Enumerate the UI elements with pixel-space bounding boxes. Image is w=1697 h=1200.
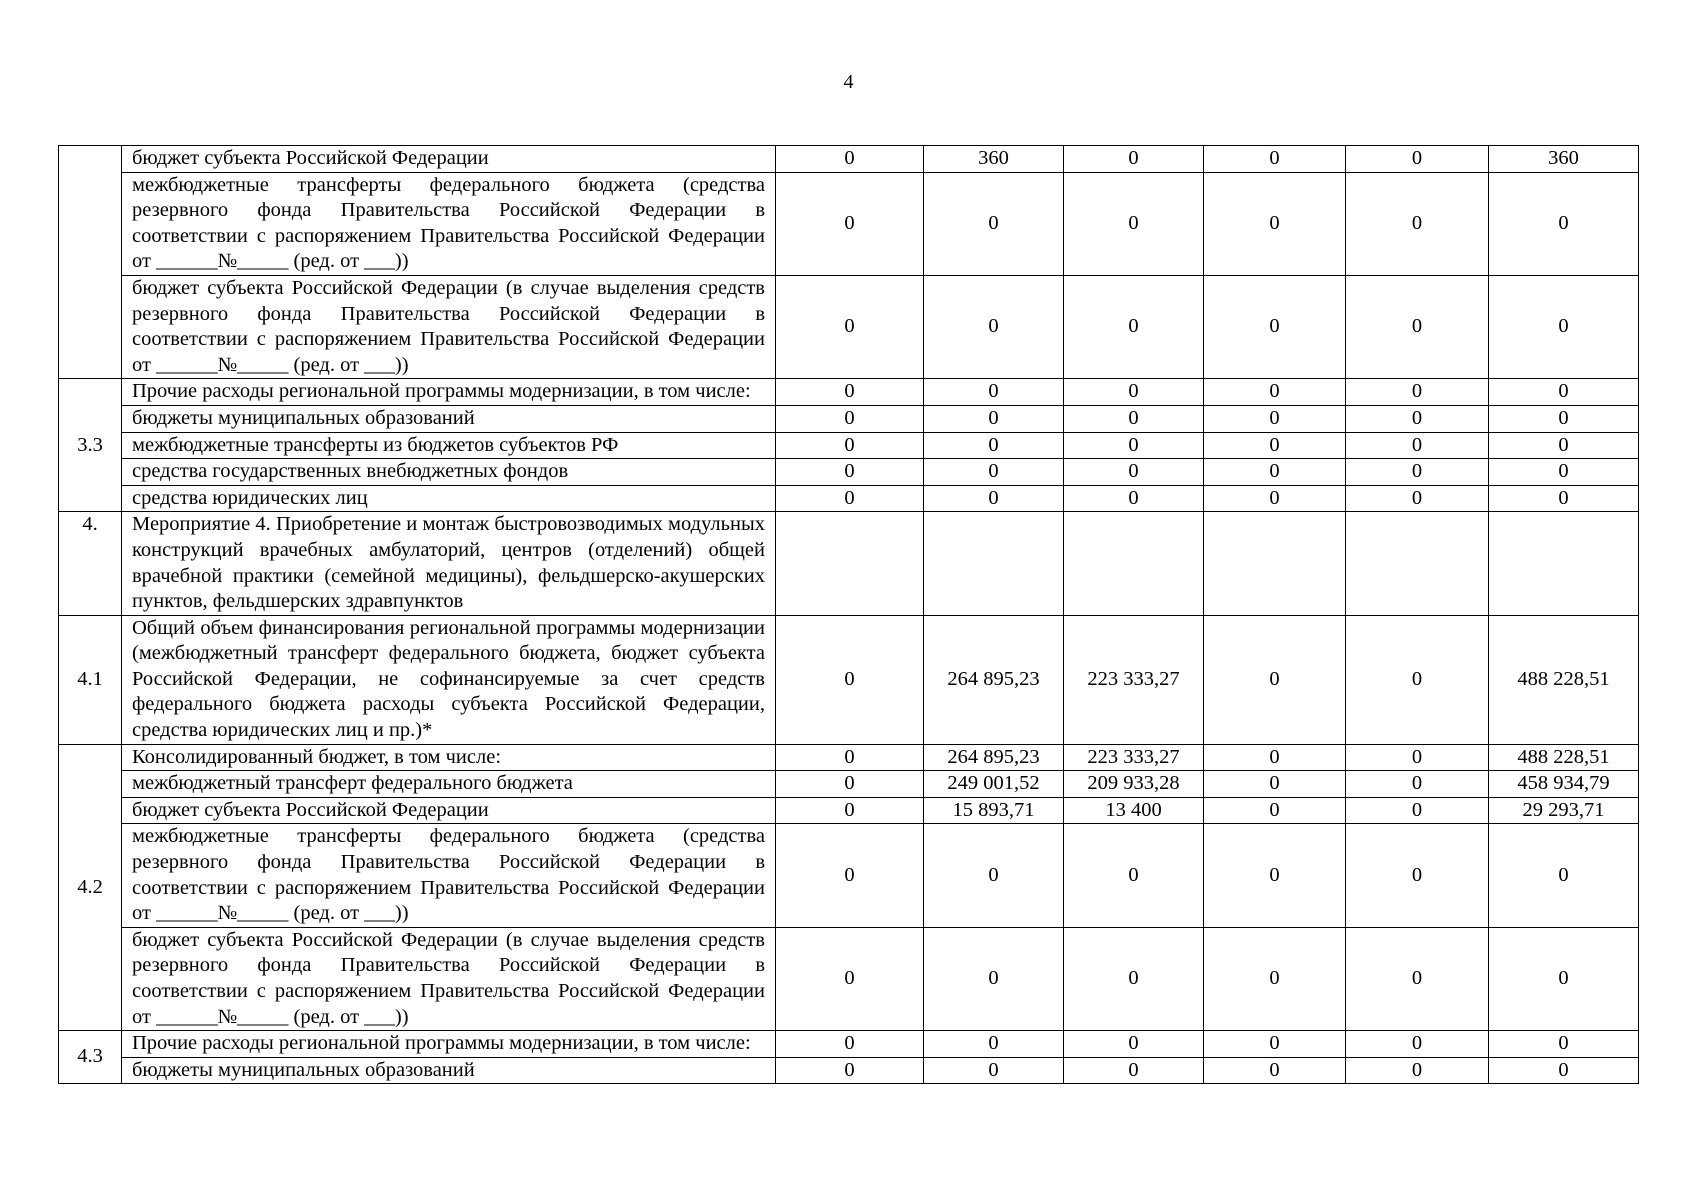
row-description: Прочие расходы региональной программы модернизации, в том числе: <box>122 379 776 406</box>
table-row <box>59 1057 1639 1084</box>
value-cell: 0 <box>776 405 924 432</box>
value-cell: 0 <box>924 379 1064 406</box>
value-cell: 0 <box>1204 1031 1346 1058</box>
table-row <box>59 432 1639 459</box>
value-cell: 0 <box>776 275 924 378</box>
row-description: Прочие расходы региональной программы модернизации, в том числе: <box>122 1031 776 1058</box>
row-description: бюджет субъекта Российской Федерации <box>122 146 776 173</box>
value-cell: 0 <box>1204 275 1346 378</box>
budget-table <box>58 145 1639 1084</box>
table-row <box>59 512 1639 615</box>
value-cell: 264 895,23 <box>924 744 1064 771</box>
value-cell: 0 <box>1489 824 1639 927</box>
value-cell: 0 <box>1064 432 1204 459</box>
value-cell <box>1204 512 1346 615</box>
value-cell: 0 <box>1346 172 1489 275</box>
table-row <box>59 744 1639 771</box>
value-cell: 264 895,23 <box>924 615 1064 744</box>
value-cell: 0 <box>924 1057 1064 1084</box>
value-cell: 0 <box>776 485 924 512</box>
value-cell: 209 933,28 <box>1064 771 1204 798</box>
table-row <box>59 405 1639 432</box>
value-cell: 249 001,52 <box>924 771 1064 798</box>
row-number-cell: 4.2 <box>59 744 122 1031</box>
value-cell: 0 <box>1064 172 1204 275</box>
value-cell: 0 <box>776 1031 924 1058</box>
value-cell: 0 <box>1489 172 1639 275</box>
value-cell: 0 <box>1204 172 1346 275</box>
row-number-cell: 3.3 <box>59 379 122 512</box>
value-cell: 0 <box>1064 146 1204 173</box>
value-cell: 223 333,27 <box>1064 744 1204 771</box>
value-cell: 0 <box>1489 379 1639 406</box>
value-cell: 0 <box>1489 485 1639 512</box>
row-description: Консолидированный бюджет, в том числе: <box>122 744 776 771</box>
table-row <box>59 615 1639 744</box>
table-row <box>59 275 1639 378</box>
row-description: средства государственных внебюджетных фондов <box>122 459 776 486</box>
value-cell: 0 <box>1489 1031 1639 1058</box>
value-cell: 0 <box>1204 1057 1346 1084</box>
row-description: средства юридических лиц <box>122 485 776 512</box>
value-cell: 0 <box>924 927 1064 1030</box>
value-cell: 0 <box>776 432 924 459</box>
value-cell: 0 <box>776 172 924 275</box>
value-cell: 0 <box>1204 824 1346 927</box>
value-cell: 0 <box>1489 432 1639 459</box>
table-row <box>59 927 1639 1030</box>
value-cell: 0 <box>1204 771 1346 798</box>
value-cell: 360 <box>924 146 1064 173</box>
value-cell: 0 <box>776 379 924 406</box>
value-cell: 29 293,71 <box>1489 797 1639 824</box>
value-cell: 0 <box>1346 1031 1489 1058</box>
value-cell: 15 893,71 <box>924 797 1064 824</box>
value-cell: 0 <box>1346 485 1489 512</box>
value-cell: 0 <box>1489 405 1639 432</box>
table-row <box>59 797 1639 824</box>
row-description: бюджет субъекта Российской Федерации (в случае выделения средств резервного фонда Правительства Российской Федерации в соответствии с распоряжением Правительства Российской Федерации от ______№_____ (ред. от ___)) <box>122 275 776 378</box>
value-cell <box>1346 512 1489 615</box>
value-cell: 0 <box>776 927 924 1030</box>
value-cell: 0 <box>924 172 1064 275</box>
value-cell: 458 934,79 <box>1489 771 1639 798</box>
value-cell: 223 333,27 <box>1064 615 1204 744</box>
value-cell: 0 <box>1204 615 1346 744</box>
value-cell: 0 <box>1064 1057 1204 1084</box>
value-cell: 0 <box>776 771 924 798</box>
table-row <box>59 485 1639 512</box>
row-number-cell: 4.1 <box>59 615 122 744</box>
value-cell: 0 <box>776 146 924 173</box>
value-cell: 0 <box>1064 824 1204 927</box>
value-cell: 0 <box>1346 824 1489 927</box>
value-cell <box>1064 512 1204 615</box>
value-cell: 0 <box>1064 485 1204 512</box>
value-cell: 0 <box>1346 1057 1489 1084</box>
value-cell: 0 <box>924 275 1064 378</box>
value-cell: 0 <box>1064 379 1204 406</box>
value-cell: 0 <box>1346 927 1489 1030</box>
value-cell: 0 <box>776 797 924 824</box>
value-cell: 360 <box>1489 146 1639 173</box>
row-description: бюджеты муниципальных образований <box>122 1057 776 1084</box>
value-cell: 0 <box>1204 927 1346 1030</box>
value-cell: 13 400 <box>1064 797 1204 824</box>
value-cell: 0 <box>1064 927 1204 1030</box>
value-cell: 0 <box>1204 459 1346 486</box>
row-description: межбюджетные трансферты федерального бюджета (средства резервного фонда Правительства Российской Федерации в соответствии с распоряжением Правительства Российской Федерации от ______№_____ (ред. от ___)) <box>122 824 776 927</box>
value-cell: 0 <box>924 459 1064 486</box>
row-number-cell <box>59 146 122 379</box>
value-cell: 0 <box>1489 459 1639 486</box>
table-row <box>59 459 1639 486</box>
row-description: Общий объем финансирования региональной программы модернизации (межбюджетный трансферт федерального бюджета, бюджет субъекта Российской Федерации, не софинансируемые за счет средств федерального бюджета расходы субъекта Российской Федерации, средства юридических лиц и пр.)* <box>122 615 776 744</box>
value-cell: 0 <box>1204 405 1346 432</box>
value-cell: 0 <box>1204 379 1346 406</box>
value-cell: 0 <box>1346 275 1489 378</box>
value-cell: 0 <box>776 824 924 927</box>
table-row <box>59 824 1639 927</box>
value-cell: 0 <box>1064 275 1204 378</box>
value-cell: 0 <box>1346 379 1489 406</box>
value-cell: 0 <box>1064 405 1204 432</box>
value-cell: 488 228,51 <box>1489 615 1639 744</box>
row-description: бюджеты муниципальных образований <box>122 405 776 432</box>
value-cell <box>924 512 1064 615</box>
row-description: бюджет субъекта Российской Федерации <box>122 797 776 824</box>
value-cell: 488 228,51 <box>1489 744 1639 771</box>
value-cell: 0 <box>924 405 1064 432</box>
value-cell: 0 <box>1204 744 1346 771</box>
value-cell: 0 <box>1346 432 1489 459</box>
table-row <box>59 379 1639 406</box>
row-description: межбюджетные трансферты федерального бюджета (средства резервного фонда Правительства Российской Федерации в соответствии с распоряжением Правительства Российской Федерации от ______№_____ (ред. от ___)) <box>122 172 776 275</box>
value-cell: 0 <box>776 615 924 744</box>
value-cell: 0 <box>1346 771 1489 798</box>
value-cell: 0 <box>1204 432 1346 459</box>
table-row <box>59 771 1639 798</box>
row-description: межбюджетный трансферт федерального бюджета <box>122 771 776 798</box>
value-cell <box>1489 512 1639 615</box>
value-cell: 0 <box>924 824 1064 927</box>
value-cell: 0 <box>1346 615 1489 744</box>
value-cell: 0 <box>924 1031 1064 1058</box>
row-description: Мероприятие 4. Приобретение и монтаж быстровозводимых модульных конструкций врачебных амбулаторий, центров (отделений) общей врачебной практики (семейной медицины), фельдшерско-акушерских пунктов, фельдшерских здравпунктов <box>122 512 776 615</box>
value-cell: 0 <box>1204 797 1346 824</box>
value-cell <box>776 512 924 615</box>
value-cell: 0 <box>924 432 1064 459</box>
value-cell: 0 <box>924 485 1064 512</box>
value-cell: 0 <box>776 744 924 771</box>
value-cell: 0 <box>1489 275 1639 378</box>
value-cell: 0 <box>776 1057 924 1084</box>
value-cell: 0 <box>1064 459 1204 486</box>
table-row <box>59 172 1639 275</box>
value-cell: 0 <box>1346 146 1489 173</box>
value-cell: 0 <box>1064 1031 1204 1058</box>
table-row <box>59 1031 1639 1058</box>
value-cell: 0 <box>1204 485 1346 512</box>
row-description: бюджет субъекта Российской Федерации (в случае выделения средств резервного фонда Правительства Российской Федерации в соответствии с распоряжением Правительства Российской Федерации от ______№_____ (ред. от ___)) <box>122 927 776 1030</box>
value-cell: 0 <box>1346 744 1489 771</box>
value-cell: 0 <box>1489 927 1639 1030</box>
row-number-cell: 4. <box>59 512 122 615</box>
row-number-cell: 4.3 <box>59 1031 122 1084</box>
row-description: межбюджетные трансферты из бюджетов субъектов РФ <box>122 432 776 459</box>
value-cell: 0 <box>1346 405 1489 432</box>
table-row <box>59 146 1639 173</box>
value-cell: 0 <box>1346 459 1489 486</box>
value-cell: 0 <box>1489 1057 1639 1084</box>
value-cell: 0 <box>1346 797 1489 824</box>
page-number: 4 <box>843 71 854 93</box>
value-cell: 0 <box>1204 146 1346 173</box>
value-cell: 0 <box>776 459 924 486</box>
